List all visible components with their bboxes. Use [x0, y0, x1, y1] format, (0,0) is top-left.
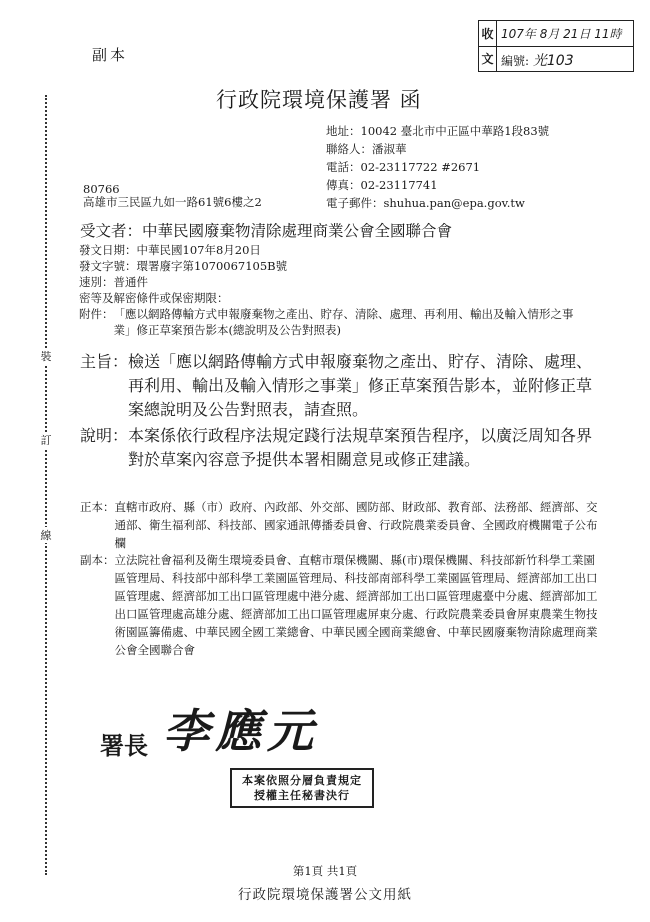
subject-text: 檢送「應以網路傳輸方式申報廢棄物之產出、貯存、清除、處理、再利用、輸出及輸入情形之事業」修正草案預告影本，並附修正草案總說明及公告對照表，請查照。: [128, 352, 593, 419]
main-recipients-label: 正本：: [80, 500, 115, 514]
stamp-divider-horizontal: [479, 46, 633, 47]
doc-number: [501, 50, 574, 70]
authorization-line-2: 授權主任秘書決行: [254, 789, 350, 802]
page-number: 第1頁 共1頁: [292, 864, 358, 878]
binding-char-bottom: 線: [38, 527, 54, 543]
signature-block: [100, 695, 319, 761]
speed: 速別：普通件: [79, 275, 148, 289]
signatory-name: 李應元: [163, 704, 320, 758]
sender-contact: [326, 122, 549, 212]
copy-recipients: [80, 551, 605, 659]
paper-footer: 行政院環境保護署公文用紙: [238, 887, 412, 903]
authorization-stamp: [230, 768, 374, 808]
document-meta: [79, 242, 582, 338]
binding-line: [45, 95, 47, 875]
received-datetime: 107年 8月 21日 11時: [501, 27, 622, 41]
binding-char-top: 裝: [38, 348, 54, 364]
signatory-title: 署長: [100, 731, 148, 760]
subject-label: 主旨：: [80, 352, 129, 371]
subject: [80, 350, 600, 422]
attachment: [79, 306, 582, 338]
copy-mark: 副本: [92, 46, 129, 64]
explanation-label: 說明：: [80, 426, 129, 445]
issue-date: 發文日期：中華民國107年8月20日: [79, 243, 261, 257]
received-label: 收: [481, 27, 494, 41]
issue-number: 發文字號：環署廢字第1070067105B號: [79, 259, 288, 273]
attachment-text: 「應以網路傳輸方式申報廢棄物之產出、貯存、清除、處理、再利用、輸出及輸入情形之事業」修正草案預告影本(總說明及公告對照表): [113, 307, 574, 337]
main-recipients-text: 直轄市政府、縣（市）政府、內政部、外交部、國防部、財政部、教育部、法務部、經濟部、交通部、衛生福利部、科技部、國家通訊傳播委員會、行政院農業委員會、全國政府機關電子公布欄: [114, 500, 598, 550]
fax: 傳真：02-23117741: [326, 178, 438, 192]
copy-recipients-text: 立法院社會福利及衛生環境委員會、直轄市環保機關、縣(市)環保機關、科技部新竹科學工業園區管理局、科技部中部科學工業園區管理局、科技部南部科學工業園區管理局、經濟部加工出口區管理處、經濟部加工出口區管理處中港分處、經濟部加工出口區管理處臺中分處、經濟部加工出口區管理處高雄分處、經濟部加工出口區管理處屏東分處、行政院農業委員會屏東農業生物技術園區籌備處、中華民國全國工業總會、中華民國全國商業總會、中華民國廢棄物清除處理商業公會全國聯合會: [114, 553, 598, 657]
copy-recipients-label: 副本：: [80, 553, 115, 567]
document-title: 行政院環境保護署 函: [216, 88, 422, 112]
classification: 密等及解密條件或保密期限：: [79, 291, 229, 305]
postal-code: 80766: [83, 182, 120, 196]
recipient-address: 高雄市三民區九如一路61號6樓之2: [83, 195, 262, 209]
phone: 電話：02-23117722 #2671: [326, 160, 481, 174]
doc-label: 文: [481, 52, 494, 66]
doc-number-label: 編號:: [501, 54, 530, 68]
explanation-text: 本案係依行政程序法規定踐行法規草案預告程序，以廣泛周知各界對於草案內容意予提供本署相關意見或修正建議。: [128, 426, 593, 469]
explanation: [80, 424, 600, 472]
contact-person: 聯絡人：潘淑華: [326, 142, 407, 156]
recipient: 受文者：中華民國廢棄物清除處理商業公會全國聯合會: [80, 222, 453, 240]
main-recipients: [80, 498, 605, 552]
email: 電子郵件：shuhua.pan@epa.gov.tw: [326, 196, 525, 210]
receipt-stamp: [478, 20, 634, 72]
binding-char-middle: 訂: [38, 432, 54, 448]
authorization-line-1: 本案依照分層負責規定: [242, 774, 362, 787]
attachment-label: 附件：: [79, 307, 114, 321]
doc-number-value: 光103: [532, 53, 574, 69]
sender-address: 地址：10042 臺北市中正區中華路1段83號: [326, 124, 550, 138]
recipient-postal: [83, 183, 262, 209]
